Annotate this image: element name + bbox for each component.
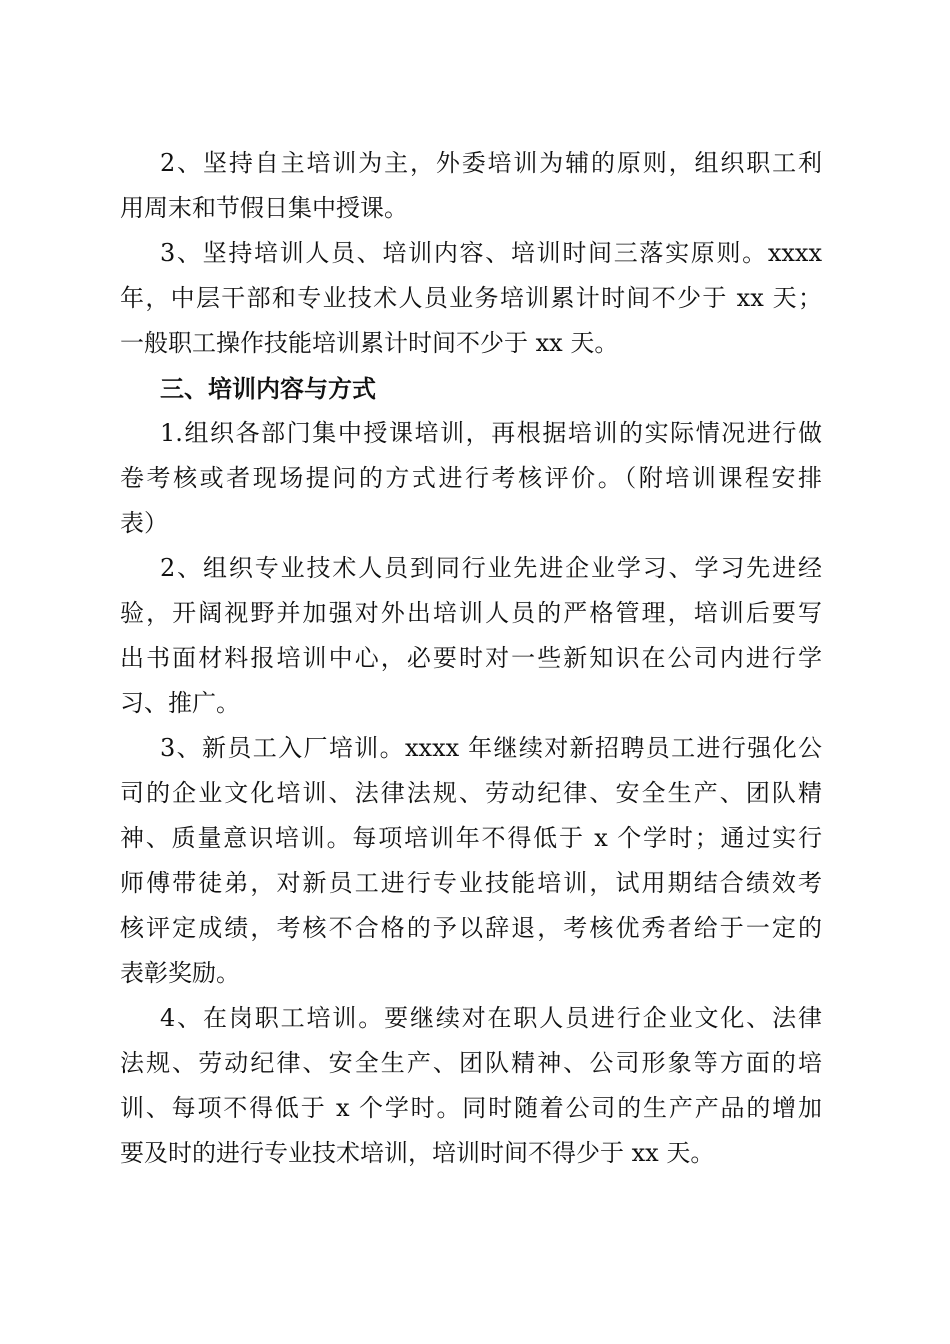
paragraph bbox=[120, 996, 822, 1176]
text-line: 要及时的进行专业技术培训，培训时间不得少于 xx 天。 bbox=[120, 1139, 715, 1167]
text-line: 2、组织专业技术人员到同行业先进企业学习、学习先进经 bbox=[160, 554, 822, 582]
text-line: 师傅带徒弟，对新员工进行专业技能培训，试用期结合绩效考 bbox=[120, 869, 822, 897]
paragraph bbox=[120, 411, 822, 546]
text-line: 2、坚持自主培训为主，外委培训为辅的原则，组织职工利 bbox=[160, 149, 822, 177]
text-line: 司的企业文化培训、法律法规、劳动纪律、安全生产、团队精 bbox=[120, 779, 822, 807]
text-line: 3、新员工入厂培训。xxxx 年继续对新招聘员工进行强化公 bbox=[160, 734, 822, 762]
text-line: 4、在岗职工培训。要继续对在职人员进行企业文化、法律 bbox=[160, 1004, 822, 1032]
text-line: 三、培训内容与方式 bbox=[160, 374, 376, 403]
paragraph bbox=[120, 726, 822, 996]
text-line: 卷考核或者现场提问的方式进行考核评价。（附培训课程安排 bbox=[120, 464, 822, 492]
text-line: 一般职工操作技能培训累计时间不少于 xx 天。 bbox=[120, 329, 619, 357]
section-heading bbox=[120, 366, 822, 411]
text-line: 神、质量意识培训。每项培训年不得低于 x 个学时；通过实行 bbox=[120, 824, 822, 852]
text-line: 训、每项不得低于 x 个学时。同时随着公司的生产产品的增加 bbox=[120, 1094, 822, 1122]
text-line: 1.组织各部门集中授课培训，再根据培训的实际情况进行做 bbox=[160, 419, 822, 447]
document-page bbox=[120, 141, 822, 1176]
text-line: 3、坚持培训人员、培训内容、培训时间三落实原则。xxxx bbox=[160, 239, 822, 267]
text-line: 表） bbox=[120, 509, 168, 537]
text-line: 法规、劳动纪律、安全生产、团队精神、公司形象等方面的培 bbox=[120, 1049, 822, 1077]
text-line: 验，开阔视野并加强对外出培训人员的严格管理，培训后要写 bbox=[120, 599, 822, 627]
text-line: 年，中层干部和专业技术人员业务培训累计时间不少于 xx 天； bbox=[120, 284, 822, 312]
text-line: 核评定成绩，考核不合格的予以辞退，考核优秀者给于一定的 bbox=[120, 914, 822, 942]
text-line: 表彰奖励。 bbox=[120, 959, 240, 987]
text-line: 用周末和节假日集中授课。 bbox=[120, 194, 408, 222]
text-line: 出书面材料报培训中心，必要时对一些新知识在公司内进行学 bbox=[120, 644, 822, 672]
paragraph bbox=[120, 546, 822, 726]
text-line: 习、推广。 bbox=[120, 689, 240, 717]
paragraph bbox=[120, 141, 822, 231]
paragraph bbox=[120, 231, 822, 366]
